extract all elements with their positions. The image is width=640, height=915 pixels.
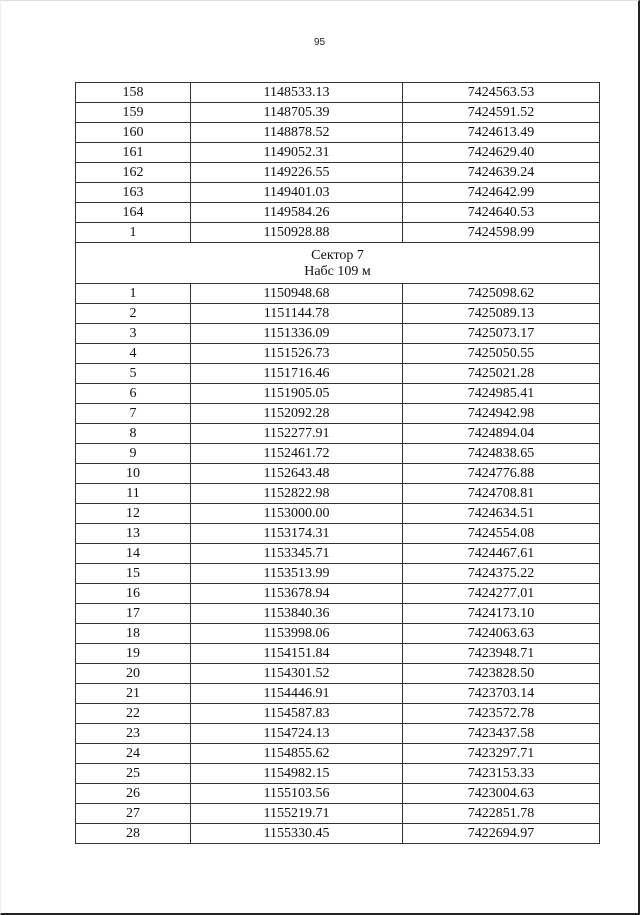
x-coordinate-cell: 1152822.98 <box>191 484 403 504</box>
table-row <box>76 143 600 163</box>
table-row <box>76 664 600 684</box>
point-number-cell: 12 <box>76 504 191 524</box>
y-coordinate-cell: 7424985.41 <box>403 384 600 404</box>
x-coordinate-cell: 1153000.00 <box>191 504 403 524</box>
x-coordinate-cell: 1153345.71 <box>191 544 403 564</box>
point-number-cell: 2 <box>76 304 191 324</box>
x-coordinate-cell: 1152092.28 <box>191 404 403 424</box>
x-coordinate-cell: 1154982.15 <box>191 764 403 784</box>
table-row <box>76 324 600 344</box>
y-coordinate-cell: 7425021.28 <box>403 364 600 384</box>
table-row <box>76 584 600 604</box>
table-body-after <box>76 284 600 844</box>
x-coordinate-cell: 1155219.71 <box>191 804 403 824</box>
point-number-cell: 15 <box>76 564 191 584</box>
x-coordinate-cell: 1151526.73 <box>191 344 403 364</box>
table-row <box>76 824 600 844</box>
point-number-cell: 22 <box>76 704 191 724</box>
table-row <box>76 624 600 644</box>
x-coordinate-cell: 1155330.45 <box>191 824 403 844</box>
section-body <box>76 243 600 284</box>
point-number-cell: 25 <box>76 764 191 784</box>
point-number-cell: 23 <box>76 724 191 744</box>
y-coordinate-cell: 7424598.99 <box>403 223 600 243</box>
y-coordinate-cell: 7425050.55 <box>403 344 600 364</box>
point-number-cell: 10 <box>76 464 191 484</box>
section-subtitle: Набс 109 м <box>304 264 371 279</box>
y-coordinate-cell: 7425098.62 <box>403 284 600 304</box>
point-number-cell: 161 <box>76 143 191 163</box>
x-coordinate-cell: 1155103.56 <box>191 784 403 804</box>
y-coordinate-cell: 7424639.24 <box>403 163 600 183</box>
point-number-cell: 3 <box>76 324 191 344</box>
table-row <box>76 404 600 424</box>
y-coordinate-cell: 7424277.01 <box>403 584 600 604</box>
table-row <box>76 183 600 203</box>
page-number: 95 <box>313 37 326 48</box>
x-coordinate-cell: 1151716.46 <box>191 364 403 384</box>
y-coordinate-cell: 7424063.63 <box>403 624 600 644</box>
point-number-cell: 7 <box>76 404 191 424</box>
point-number-cell: 13 <box>76 524 191 544</box>
point-number-cell: 164 <box>76 203 191 223</box>
y-coordinate-cell: 7424776.88 <box>403 464 600 484</box>
x-coordinate-cell: 1154587.83 <box>191 704 403 724</box>
table-row <box>76 724 600 744</box>
table-row <box>76 163 600 183</box>
table-row <box>76 103 600 123</box>
table-row <box>76 744 600 764</box>
section-header-cell <box>76 243 600 284</box>
table-row <box>76 504 600 524</box>
y-coordinate-cell: 7423828.50 <box>403 664 600 684</box>
x-coordinate-cell: 1149401.03 <box>191 183 403 203</box>
y-coordinate-cell: 7423004.63 <box>403 784 600 804</box>
x-coordinate-cell: 1148533.13 <box>191 83 403 103</box>
y-coordinate-cell: 7424563.53 <box>403 83 600 103</box>
point-number-cell: 158 <box>76 83 191 103</box>
point-number-cell: 162 <box>76 163 191 183</box>
point-number-cell: 9 <box>76 444 191 464</box>
point-number-cell: 24 <box>76 744 191 764</box>
table-row <box>76 344 600 364</box>
table-row <box>76 444 600 464</box>
point-number-cell: 17 <box>76 604 191 624</box>
x-coordinate-cell: 1153513.99 <box>191 564 403 584</box>
table-row <box>76 564 600 584</box>
y-coordinate-cell: 7422694.97 <box>403 824 600 844</box>
y-coordinate-cell: 7423703.14 <box>403 684 600 704</box>
table-row <box>76 544 600 564</box>
coordinates-table <box>75 82 600 844</box>
point-number-cell: 160 <box>76 123 191 143</box>
table-row <box>76 83 600 103</box>
point-number-cell: 21 <box>76 684 191 704</box>
point-number-cell: 8 <box>76 424 191 444</box>
table-row <box>76 284 600 304</box>
table-row <box>76 384 600 404</box>
table-row <box>76 203 600 223</box>
point-number-cell: 16 <box>76 584 191 604</box>
table-row <box>76 364 600 384</box>
y-coordinate-cell: 7424634.51 <box>403 504 600 524</box>
point-number-cell: 4 <box>76 344 191 364</box>
table-row <box>76 764 600 784</box>
y-coordinate-cell: 7422851.78 <box>403 804 600 824</box>
x-coordinate-cell: 1154724.13 <box>191 724 403 744</box>
table-body-before <box>76 83 600 243</box>
point-number-cell: 26 <box>76 784 191 804</box>
point-number-cell: 5 <box>76 364 191 384</box>
x-coordinate-cell: 1151336.09 <box>191 324 403 344</box>
x-coordinate-cell: 1152643.48 <box>191 464 403 484</box>
y-coordinate-cell: 7424629.40 <box>403 143 600 163</box>
y-coordinate-cell: 7424942.98 <box>403 404 600 424</box>
table-row <box>76 604 600 624</box>
x-coordinate-cell: 1149052.31 <box>191 143 403 163</box>
x-coordinate-cell: 1150928.88 <box>191 223 403 243</box>
x-coordinate-cell: 1149226.55 <box>191 163 403 183</box>
y-coordinate-cell: 7424708.81 <box>403 484 600 504</box>
x-coordinate-cell: 1152277.91 <box>191 424 403 444</box>
point-number-cell: 1 <box>76 223 191 243</box>
x-coordinate-cell: 1153840.36 <box>191 604 403 624</box>
y-coordinate-cell: 7425073.17 <box>403 324 600 344</box>
point-number-cell: 27 <box>76 804 191 824</box>
x-coordinate-cell: 1151905.05 <box>191 384 403 404</box>
y-coordinate-cell: 7425089.13 <box>403 304 600 324</box>
x-coordinate-cell: 1152461.72 <box>191 444 403 464</box>
table-row <box>76 304 600 324</box>
y-coordinate-cell: 7424554.08 <box>403 524 600 544</box>
y-coordinate-cell: 7424467.61 <box>403 544 600 564</box>
point-number-cell: 20 <box>76 664 191 684</box>
table-row <box>76 464 600 484</box>
y-coordinate-cell: 7424613.49 <box>403 123 600 143</box>
x-coordinate-cell: 1150948.68 <box>191 284 403 304</box>
x-coordinate-cell: 1154301.52 <box>191 664 403 684</box>
point-number-cell: 19 <box>76 644 191 664</box>
y-coordinate-cell: 7424894.04 <box>403 424 600 444</box>
table-row <box>76 644 600 664</box>
point-number-cell: 11 <box>76 484 191 504</box>
table-row <box>76 784 600 804</box>
x-coordinate-cell: 1153678.94 <box>191 584 403 604</box>
section-header-row <box>76 243 600 284</box>
y-coordinate-cell: 7424838.65 <box>403 444 600 464</box>
y-coordinate-cell: 7423572.78 <box>403 704 600 724</box>
x-coordinate-cell: 1148878.52 <box>191 123 403 143</box>
table-row <box>76 684 600 704</box>
y-coordinate-cell: 7423948.71 <box>403 644 600 664</box>
y-coordinate-cell: 7423153.33 <box>403 764 600 784</box>
x-coordinate-cell: 1149584.26 <box>191 203 403 223</box>
y-coordinate-cell: 7424375.22 <box>403 564 600 584</box>
x-coordinate-cell: 1148705.39 <box>191 103 403 123</box>
x-coordinate-cell: 1153998.06 <box>191 624 403 644</box>
y-coordinate-cell: 7424591.52 <box>403 103 600 123</box>
x-coordinate-cell: 1154446.91 <box>191 684 403 704</box>
x-coordinate-cell: 1151144.78 <box>191 304 403 324</box>
table-row <box>76 123 600 143</box>
point-number-cell: 18 <box>76 624 191 644</box>
point-number-cell: 163 <box>76 183 191 203</box>
x-coordinate-cell: 1154151.84 <box>191 644 403 664</box>
point-number-cell: 159 <box>76 103 191 123</box>
table-row <box>76 704 600 724</box>
table-row <box>76 804 600 824</box>
table-row <box>76 424 600 444</box>
x-coordinate-cell: 1153174.31 <box>191 524 403 544</box>
table-row <box>76 524 600 544</box>
table-row <box>76 484 600 504</box>
y-coordinate-cell: 7423297.71 <box>403 744 600 764</box>
y-coordinate-cell: 7424640.53 <box>403 203 600 223</box>
point-number-cell: 6 <box>76 384 191 404</box>
y-coordinate-cell: 7424173.10 <box>403 604 600 624</box>
section-title: Сектор 7 <box>311 248 364 263</box>
point-number-cell: 14 <box>76 544 191 564</box>
point-number-cell: 1 <box>76 284 191 304</box>
y-coordinate-cell: 7423437.58 <box>403 724 600 744</box>
table-row <box>76 223 600 243</box>
point-number-cell: 28 <box>76 824 191 844</box>
y-coordinate-cell: 7424642.99 <box>403 183 600 203</box>
x-coordinate-cell: 1154855.62 <box>191 744 403 764</box>
